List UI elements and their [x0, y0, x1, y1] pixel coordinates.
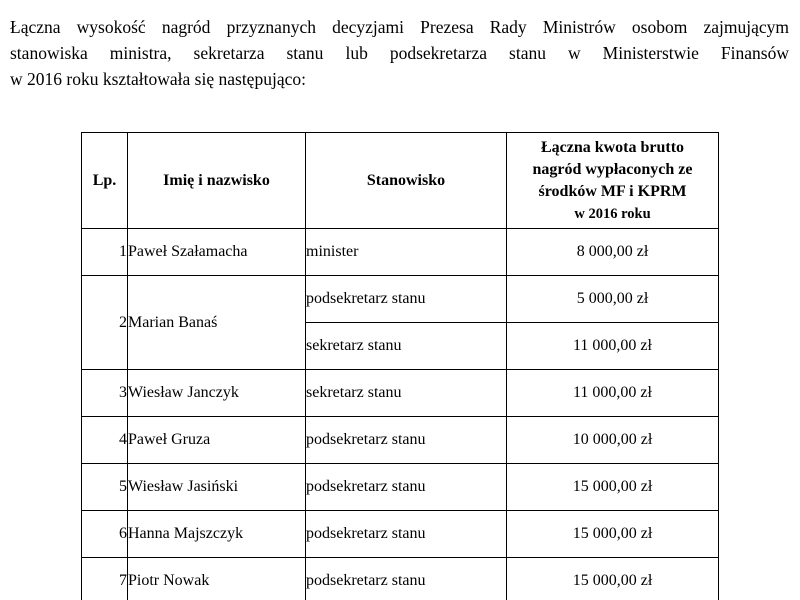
header-position: Stanowisko: [306, 133, 507, 229]
intro-line: stanowiska ministra, sekretarza stanu lub podsekretarza stanu w Ministerstwie Finansów: [10, 43, 789, 63]
intro-line: Łączna wysokość nagród przyznanych decyzjami Prezesa Rady Ministrów osobom zajmującym: [10, 17, 789, 37]
cell-name: Piotr Nowak: [128, 558, 306, 600]
cell-position: sekretarz stanu: [306, 323, 507, 370]
header-amount: [507, 133, 719, 229]
cell-position: podsekretarz stanu: [306, 464, 507, 511]
cell-name: Wiesław Jasiński: [128, 464, 306, 511]
header-amount-line: w 2016 roku: [574, 205, 651, 222]
cell-amount: 15 000,00 zł: [507, 464, 719, 511]
header-amount-line: nagród wypłaconych ze: [532, 160, 693, 178]
cell-position: minister: [306, 229, 507, 276]
intro-paragraph: [10, 14, 789, 92]
cell-amount: 5 000,00 zł: [507, 276, 719, 323]
cell-amount: 10 000,00 zł: [507, 417, 719, 464]
intro-line: w 2016 roku kształtowała się następująco:: [10, 69, 306, 89]
awards-table: [81, 132, 719, 600]
table-header-row: [82, 133, 719, 229]
cell-lp: 2: [82, 276, 128, 370]
header-lp: Lp.: [82, 133, 128, 229]
header-amount-line: Łączna kwota brutto: [540, 138, 685, 156]
table-row: [82, 276, 719, 323]
table-row: [82, 229, 719, 276]
cell-amount: 8 000,00 zł: [507, 229, 719, 276]
table-row: [82, 464, 719, 511]
cell-lp: 4: [82, 417, 128, 464]
cell-position: podsekretarz stanu: [306, 417, 507, 464]
cell-lp: 3: [82, 370, 128, 417]
table-row: [82, 370, 719, 417]
cell-position: podsekretarz stanu: [306, 511, 507, 558]
cell-position: podsekretarz stanu: [306, 558, 507, 600]
cell-lp: 6: [82, 511, 128, 558]
table-row: [82, 417, 719, 464]
cell-name: Wiesław Janczyk: [128, 370, 306, 417]
cell-amount: 11 000,00 zł: [507, 370, 719, 417]
cell-amount: 15 000,00 zł: [507, 511, 719, 558]
cell-name: Paweł Gruza: [128, 417, 306, 464]
cell-name: Hanna Majszczyk: [128, 511, 306, 558]
table-row: [82, 558, 719, 600]
cell-lp: 1: [82, 229, 128, 276]
cell-position: podsekretarz stanu: [306, 276, 507, 323]
table-row: [82, 511, 719, 558]
cell-position: sekretarz stanu: [306, 370, 507, 417]
cell-amount: 11 000,00 zł: [507, 323, 719, 370]
header-amount-line: środków MF i KPRM: [538, 182, 687, 200]
cell-name: Marian Banaś: [128, 276, 306, 370]
cell-lp: 5: [82, 464, 128, 511]
cell-lp: 7: [82, 558, 128, 600]
cell-amount: 15 000,00 zł: [507, 558, 719, 600]
header-name: Imię i nazwisko: [128, 133, 306, 229]
cell-name: Paweł Szałamacha: [128, 229, 306, 276]
